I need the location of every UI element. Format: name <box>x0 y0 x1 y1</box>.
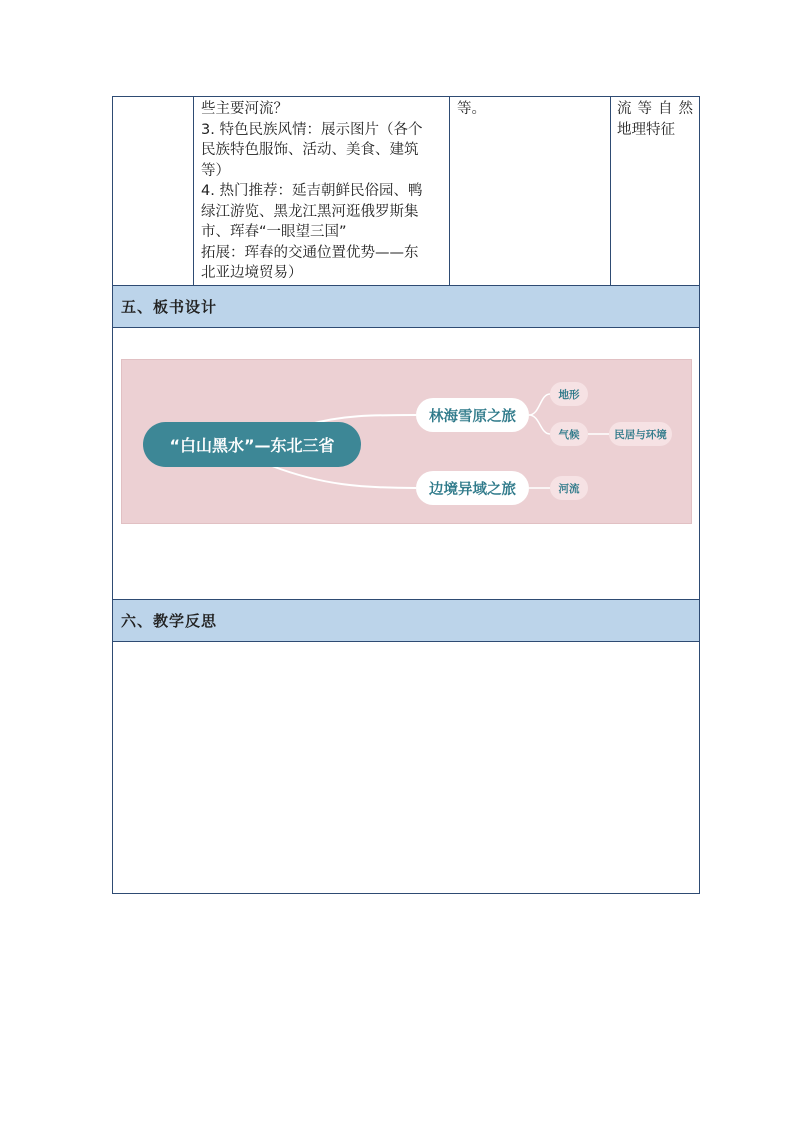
mindmap-branch-border: 边境异域之旅 <box>416 471 529 505</box>
lesson-plan-table <box>112 96 700 894</box>
table-cell-stage <box>113 97 194 285</box>
mindmap-leaf-housing: 民居与环境 <box>609 422 672 446</box>
section-header-teaching-reflection: 六、教学反思 <box>113 600 699 642</box>
connector-root-branch2 <box>272 466 416 488</box>
text-line: 拓展：珲春的交通位置优势——东 <box>201 244 419 261</box>
mindmap-leaf-climate: 气候 <box>550 422 588 446</box>
text-line: 等。 <box>457 101 486 117</box>
connector-branch1-leaf-climate <box>529 415 550 434</box>
text-line: 些主要河流？ <box>201 101 288 117</box>
connector-branch1-leaf-terrain <box>529 394 550 415</box>
section-header-board-design: 五、板书设计 <box>113 286 699 328</box>
text-line: 绿江游览、黑龙江黑河逛俄罗斯集 <box>201 203 419 220</box>
mindmap-leaf-rivers: 河流 <box>550 476 588 500</box>
mindmap-diagram <box>121 359 692 524</box>
table-cell-student-activity <box>450 97 611 285</box>
text-line: 市、珲春“一眼望三国” <box>201 224 347 240</box>
table-cell-design-intent <box>611 97 699 285</box>
text-line: 地理特征 <box>617 121 675 138</box>
text-line: 3. 特色民族风情：展示图片（各个 <box>201 121 423 138</box>
mindmap-root-node: “白山黑水”—东北三省 <box>143 422 361 467</box>
text-line: 等） <box>201 162 230 179</box>
mindmap-branch-forest-snow: 林海雪原之旅 <box>416 398 529 432</box>
table-cell-teacher-activity <box>194 97 450 285</box>
mindmap-leaf-terrain: 地形 <box>550 382 588 406</box>
teaching-reflection-area <box>113 642 699 893</box>
board-design-area <box>113 328 699 600</box>
text-line: 4. 热门推荐：延吉朝鲜民俗园、鸭 <box>201 183 423 199</box>
text-line: 北亚边境贸易） <box>201 265 303 281</box>
text-line: 流等自然 <box>617 101 699 117</box>
table-row-activities <box>113 97 699 286</box>
text-line: 民族特色服饰、活动、美食、建筑 <box>201 142 419 158</box>
